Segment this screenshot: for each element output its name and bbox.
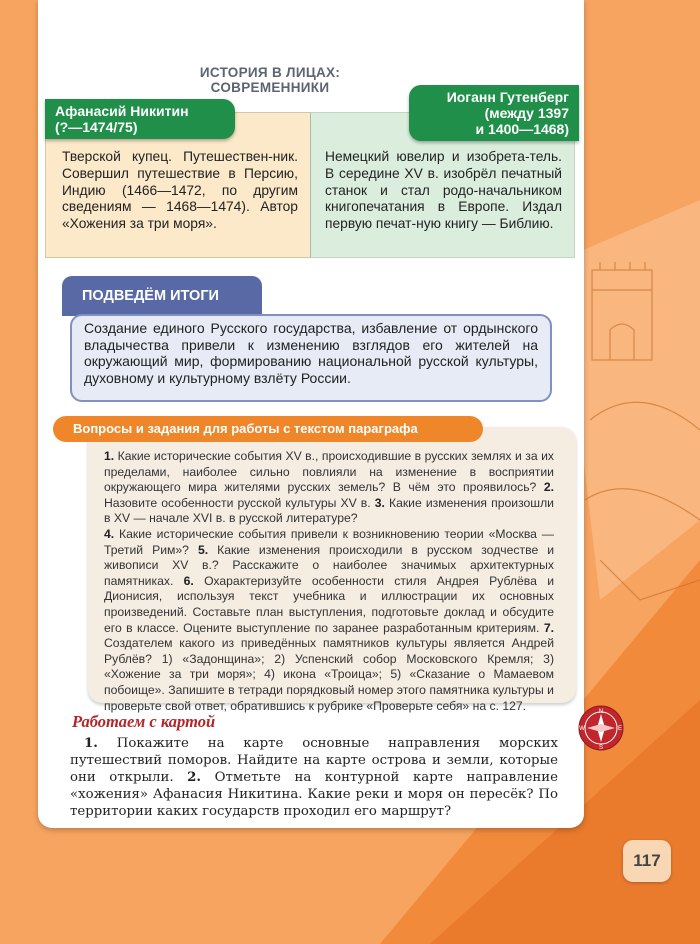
right-person-dates-1: (между 1397 xyxy=(484,105,569,121)
compass-south: S xyxy=(598,745,604,751)
question-item: 1. Какие исторические события XV в., происходившие в русских землях и за их пределами, наиболее сильно повлияли на изменение в восприятии окружающего мира жителями русских земель? В чём это проявилось? xyxy=(104,449,555,495)
left-person-dates: (?—1474/75) xyxy=(55,119,138,135)
summary-text: Создание единого Русского государства, избавление от ордынского владычества привели к изменению взглядов его жителей на окружающий мир, формированию национальной русской культуры, духовному и культурному взлёту России. xyxy=(70,314,552,402)
page-number: 117 xyxy=(623,840,671,882)
right-person-name: Иоганн Гутенберг xyxy=(446,89,569,105)
questions-heading: Вопросы и задания для работы с текстом параграфа xyxy=(53,416,483,442)
map-task-number: 2. xyxy=(187,770,202,785)
map-task-number: 1. xyxy=(84,736,98,751)
questions-box xyxy=(88,427,576,713)
right-person-description: Немецкий ювелир и изобрета-тель. В середине XV в. изобрёл печатный станок и стал родо-начальником книгопечатания в Европе. Издал первую печат-ную книгу — Библию. xyxy=(310,112,575,258)
compass-east: E xyxy=(617,726,623,732)
map-task-text: Отметьте на контурной карте направление «хожения» Афанасия Никитина. Какие реки и моря он пересёк? По территории каких государств проходил его маршрут? xyxy=(70,770,558,819)
compass-icon xyxy=(578,705,624,751)
map-task-text: Покажите на карте основные направления морских путешествий поморов. Найдите на карте острова и земли, которые они открыли. xyxy=(70,736,558,785)
question-item: 3. Какие изменения произошли в XV — начале XVI в. в русской литературе? xyxy=(104,495,554,526)
left-person-tag xyxy=(45,99,235,139)
left-person-name: Афанасий Никитин xyxy=(55,103,189,119)
section-title: ИСТОРИЯ В ЛИЦАХ: СОВРЕМЕННИКИ xyxy=(199,65,341,95)
left-person-description: Тверской купец. Путешествен-ник. Совершил путешествие в Персию, Индию (1466—1472, по другим сведениям — 1468—1474). Автор «Хожения за три моря». xyxy=(45,112,310,258)
right-person-dates-2: и 1400—1468) xyxy=(475,121,569,137)
question-item: 6. Охарактеризуйте особенности стиля Андрея Рублёва и Дионисия, используя текст учебника и иллюстрации их основных произведений. Составьте план выступления, подготовьте доклад и обсудите его в классе. Оцените выступление по заранее разработанным критериям. xyxy=(104,573,554,635)
summary-heading: ПОДВЕДЁМ ИТОГИ xyxy=(62,276,262,316)
question-item: 7. Создателем какого из приведённых памятников культуры является Андрей Рублёв? 1) «Задонщина»; 2) Успенский собор Московского Кремля; 3) «Хожение за три моря»; 4) икона «Троица»; 5) «Сказание о Мамаевом побоище». Запишите в тетради порядковый номер этого памятника культуры и проверьте свой ответ, обратившись к рубрике «Проверьте себя» на с. 127. xyxy=(104,620,555,713)
question-item: 4. Какие исторические события привели к возникновению теории «Москва — Третий Рим»? xyxy=(104,526,554,557)
right-person-tag xyxy=(409,85,579,141)
compass-west: W xyxy=(579,726,585,732)
question-item: 2. Назовите особенности русской культуры XV в. xyxy=(104,480,554,510)
compass-north: N xyxy=(598,709,604,715)
map-work-text xyxy=(70,735,558,820)
question-item: 5. Какие изменения происходили в русском зодчестве и живописи XV в.? Расскажите о наиболее значимых архитектурных памятниках. xyxy=(104,542,555,588)
map-work-heading: Работаем с картой xyxy=(72,712,216,731)
